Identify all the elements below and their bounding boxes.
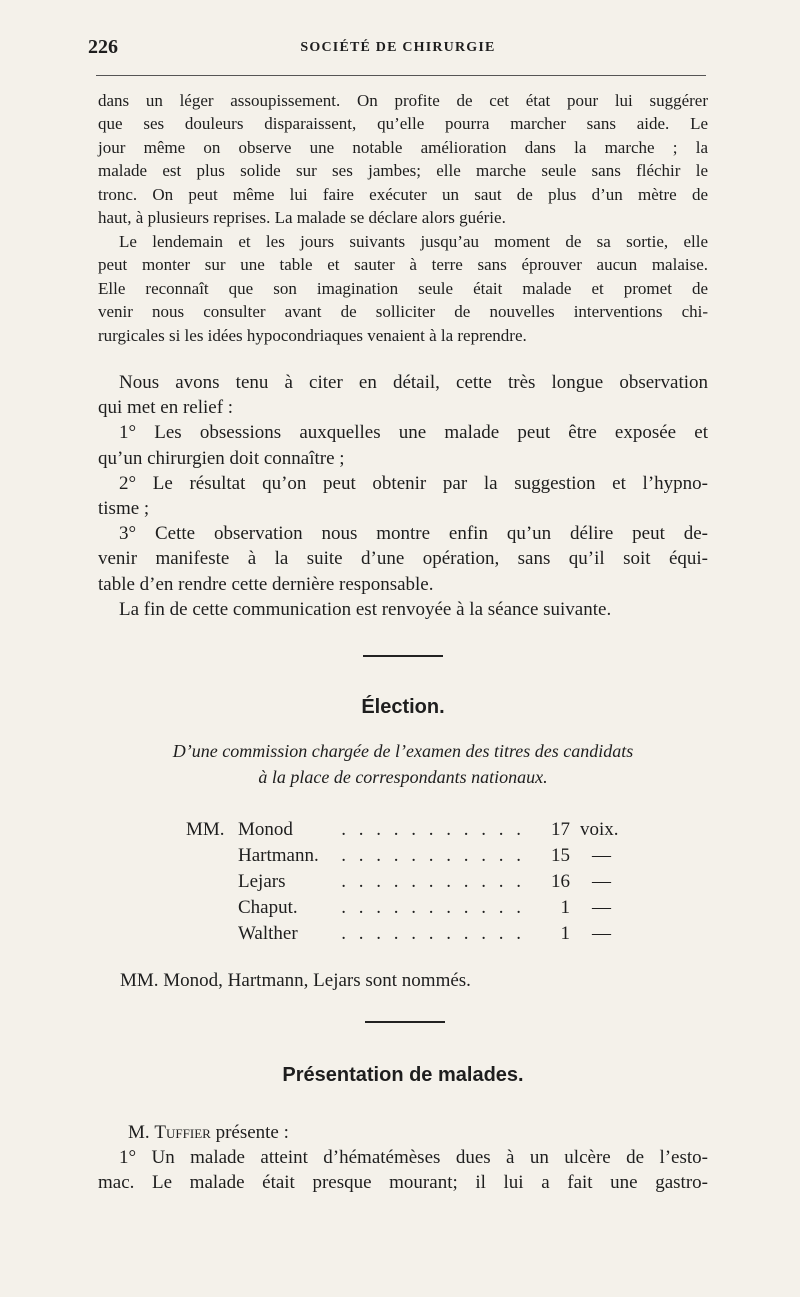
vote-row xyxy=(0,870,800,894)
presenter-prefix: M. xyxy=(128,1122,150,1143)
vote-row xyxy=(0,818,800,842)
text-line: venir nous consulter avant de solliciter de nouvelles interventions chi- xyxy=(98,302,708,322)
vote-name: Walther xyxy=(238,923,298,944)
vote-name: Hartmann. xyxy=(238,845,319,866)
text-line: qu’un chirurgien doit connaître ; xyxy=(98,447,345,469)
leader-dots: . . . . . . . . . . . xyxy=(341,923,525,944)
vote-name: Monod xyxy=(238,819,293,840)
vote-dash: — xyxy=(592,897,611,918)
text-line: mac. Le malade était presque mourant; il lui a fait une gastro- xyxy=(98,1172,708,1193)
vote-count: 1 xyxy=(560,923,570,944)
leader-dots: . . . . . . . . . . . xyxy=(341,897,525,918)
vote-dash: — xyxy=(592,871,611,892)
section-separator xyxy=(363,655,443,657)
text-line: 1° Les obsessions auxquelles une malade peut être exposée et xyxy=(119,422,708,444)
vote-prefix: MM. xyxy=(186,819,225,840)
text-line: haut, à plusieurs reprises. La malade se déclare alors guérie. xyxy=(98,207,506,227)
vote-name: Lejars xyxy=(238,871,286,892)
paragraph-1 xyxy=(98,89,708,229)
text-line: rurgicales si les idées hypocondriaques venaient à la reprendre. xyxy=(98,325,527,345)
election-subtitle-line-2: à la place de correspondants nationaux. xyxy=(258,767,548,787)
text-line: tisme ; xyxy=(98,497,150,519)
text-line: tronc. On peut même lui faire exécuter un saut de plus d’un mètre de xyxy=(98,184,708,204)
vote-count: 17 xyxy=(551,819,570,840)
election-result: MM. Monod, Hartmann, Lejars sont nommés. xyxy=(120,970,471,991)
presenter-line xyxy=(128,1120,738,1145)
text-line: Nous avons tenu à citer en détail, cette très longue observation xyxy=(119,372,708,393)
paragraph-3 xyxy=(98,370,708,622)
presenter-name: Tuffier xyxy=(154,1122,211,1143)
text-line: qui met en relief : xyxy=(98,397,234,419)
text-line: Le lendemain et les jours suivants jusqu’au moment de sa sortie, elle xyxy=(119,232,708,251)
paragraph-2 xyxy=(98,230,708,347)
text-line: 3° Cette observation nous montre enfin qu’un délire peut de- xyxy=(119,523,708,545)
vote-row xyxy=(0,844,800,868)
text-line: peut monter sur une table et sauter à terre sans éprouver aucun malaise. xyxy=(98,255,708,275)
text-line: dans un léger assoupissement. On profite de cet état pour lui suggérer xyxy=(98,91,708,110)
vote-count: 16 xyxy=(551,871,570,892)
vote-count: 1 xyxy=(560,897,570,918)
text-line: jour même on observe une notable amélioration dans la marche ; la xyxy=(98,137,708,157)
leader-dots: . . . . . . . . . . . xyxy=(341,845,525,866)
vote-count: 15 xyxy=(551,845,570,866)
running-title: SOCIÉTÉ DE CHIRURGIE xyxy=(300,40,496,55)
text-line: 2° Le résultat qu’on peut obtenir par la suggestion et l’hypno- xyxy=(119,472,708,494)
text-line: Elle reconnaît que son imagination seule était malade et promet de xyxy=(98,278,708,298)
text-line: malade est plus solide sur ses jambes; elle marche seule sans fléchir le xyxy=(98,161,708,181)
text-line: que ses douleurs disparaissent, qu’elle pourra marcher sans aide. Le xyxy=(98,114,708,134)
text-line: table d’en rendre cette dernière responsable. xyxy=(98,573,434,595)
presenter-suffix: présente : xyxy=(215,1122,289,1143)
header-rule xyxy=(96,75,706,76)
running-header xyxy=(88,36,708,60)
text-line: La fin de cette communication est renvoyée à la séance suivante. xyxy=(119,598,612,620)
vote-row xyxy=(0,922,800,946)
leader-dots: . . . . . . . . . . . xyxy=(341,871,525,892)
vote-row xyxy=(0,896,800,920)
vote-name: Chaput. xyxy=(238,897,298,918)
presentation-line-1: 1° Un malade atteint d’hématémèses dues à un ulcère de l’esto- xyxy=(119,1147,708,1168)
leader-dots: . . . . . . . . . . . xyxy=(341,819,525,840)
vote-unit: voix. xyxy=(580,819,619,840)
page-number: 226 xyxy=(88,36,118,58)
text-line xyxy=(98,1145,708,1170)
election-subtitle-line-1: D’une commission chargée de l’examen des titres des candidats xyxy=(172,741,634,761)
section-separator xyxy=(365,1021,445,1023)
text-line: venir manifeste à la suite d’une opération, sans qu’il soit équi- xyxy=(98,548,708,570)
vote-dash: — xyxy=(592,923,611,944)
presentation-title: Présentation de malades. xyxy=(282,1064,524,1086)
vote-dash: — xyxy=(592,845,611,866)
election-title: Élection. xyxy=(361,696,445,718)
